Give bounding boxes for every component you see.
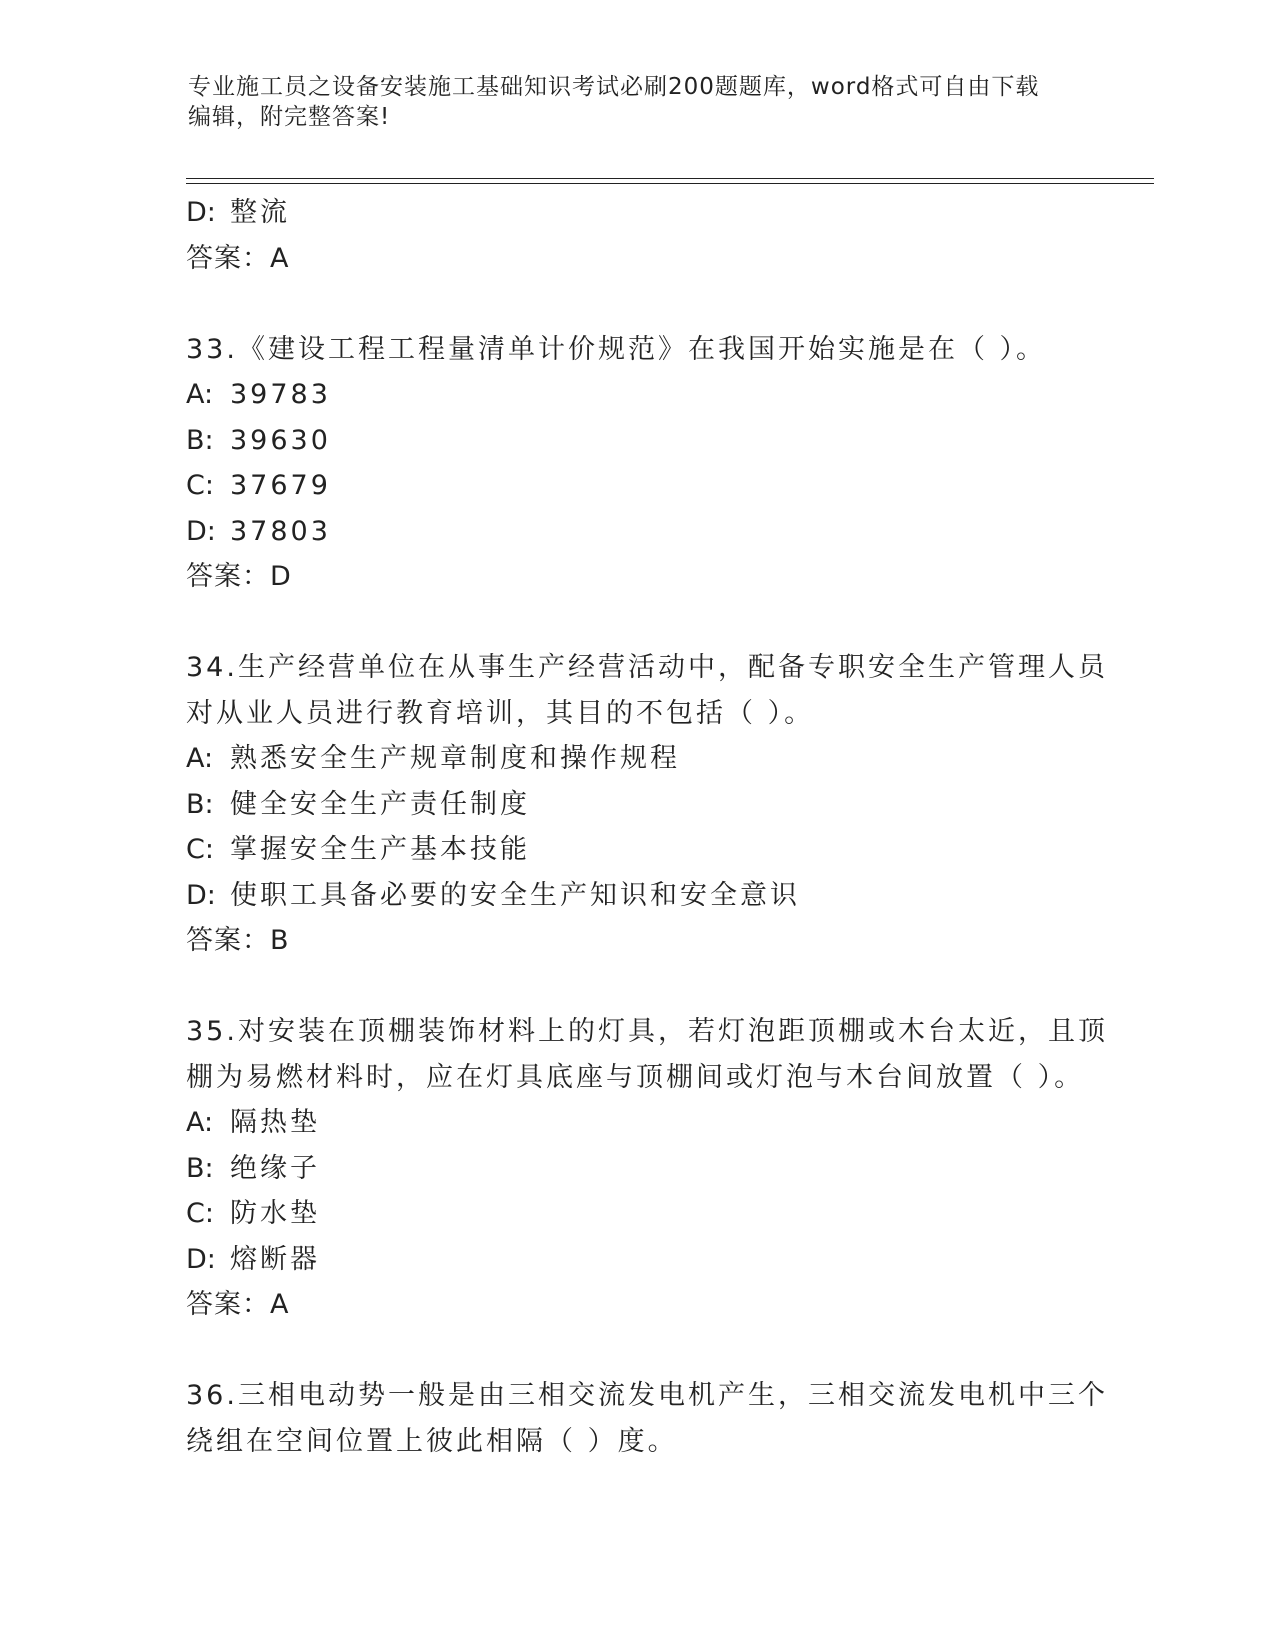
option-key: C:: [186, 834, 214, 865]
option-key: B:: [186, 788, 214, 820]
option-text: 熟悉安全生产规章制度和操作规程: [230, 743, 680, 774]
option-row: [186, 1100, 1086, 1146]
header-line-2: 编辑，附完整答案!: [188, 104, 391, 130]
option-text: 37679: [230, 470, 331, 501]
answer-line: 答案：B: [186, 925, 290, 956]
answer-line: 答案：D: [186, 561, 292, 592]
option-row: [186, 463, 1086, 509]
header-line-1: 专业施工员之设备安装施工基础知识考试必刷200题题库，word格式可自由下载: [188, 74, 1040, 100]
option-text: 健全安全生产责任制度: [230, 788, 530, 820]
answer-line: 答案：A: [186, 242, 290, 274]
option-key: A:: [186, 1107, 214, 1138]
option-text: 绝缘子: [230, 1152, 320, 1184]
question-stem: 35.对安装在顶棚装饰材料上的灯具，若灯泡距顶棚或木台太近，且顶: [186, 1016, 1108, 1047]
question-tail: [186, 190, 1086, 281]
option-text: 掌握安全生产基本技能: [230, 834, 530, 865]
option-row: [186, 418, 1086, 464]
option-key: C:: [186, 1198, 214, 1229]
document-header: [188, 72, 1088, 132]
answer-line: 答案：A: [186, 1289, 290, 1320]
option-key: A:: [186, 743, 214, 774]
option-text: 39783: [230, 379, 331, 410]
option-row: [186, 827, 1086, 873]
option-key: B:: [186, 424, 214, 456]
question-36: [186, 1373, 1108, 1464]
question-stem: 34.生产经营单位在从事生产经营活动中，配备专职安全生产管理人员: [186, 652, 1108, 683]
option-row: [186, 1237, 1086, 1283]
option-row: [186, 782, 1086, 828]
option-row: [186, 509, 1086, 555]
question-33: [186, 327, 1086, 600]
option-key: A:: [186, 379, 214, 410]
question-stem: 绕组在空间位置上彼此相隔（ ）度。: [186, 1425, 678, 1457]
header-rule-top: [186, 178, 1154, 179]
question-stem: 33.《建设工程工程量清单计价规范》在我国开始实施是在（ ）。: [186, 333, 1047, 365]
option-row: [186, 736, 1086, 782]
option-key: D:: [186, 197, 216, 228]
option-text: 整流: [230, 197, 290, 228]
option-row: [186, 1191, 1086, 1237]
option-row: [186, 372, 1086, 418]
option-row: [186, 873, 1086, 919]
option-key: D:: [186, 515, 216, 547]
question-stem: 对从业人员进行教育培训，其目的不包括（ ）。: [186, 697, 815, 729]
option-key: C:: [186, 470, 214, 501]
header-rule-bottom: [186, 183, 1154, 184]
question-34: [186, 645, 1108, 964]
question-stem: 36.三相电动势一般是由三相交流发电机产生，三相交流发电机中三个: [186, 1380, 1108, 1411]
option-text: 37803: [230, 515, 331, 547]
option-key: D:: [186, 879, 216, 911]
option-text: 防水垫: [230, 1198, 320, 1229]
option-text: 使职工具备必要的安全生产知识和安全意识: [230, 879, 800, 911]
option-text: 隔热垫: [230, 1107, 320, 1138]
option-row: [186, 190, 1086, 236]
option-key: D:: [186, 1243, 216, 1275]
option-row: [186, 1146, 1086, 1192]
option-text: 39630: [230, 424, 331, 456]
question-stem: 棚为易燃材料时，应在灯具底座与顶棚间或灯泡与木台间放置（ ）。: [186, 1061, 1085, 1093]
question-35: [186, 1009, 1108, 1328]
option-text: 熔断器: [230, 1243, 320, 1275]
question-list: [186, 190, 1108, 1464]
option-key: B:: [186, 1152, 214, 1184]
